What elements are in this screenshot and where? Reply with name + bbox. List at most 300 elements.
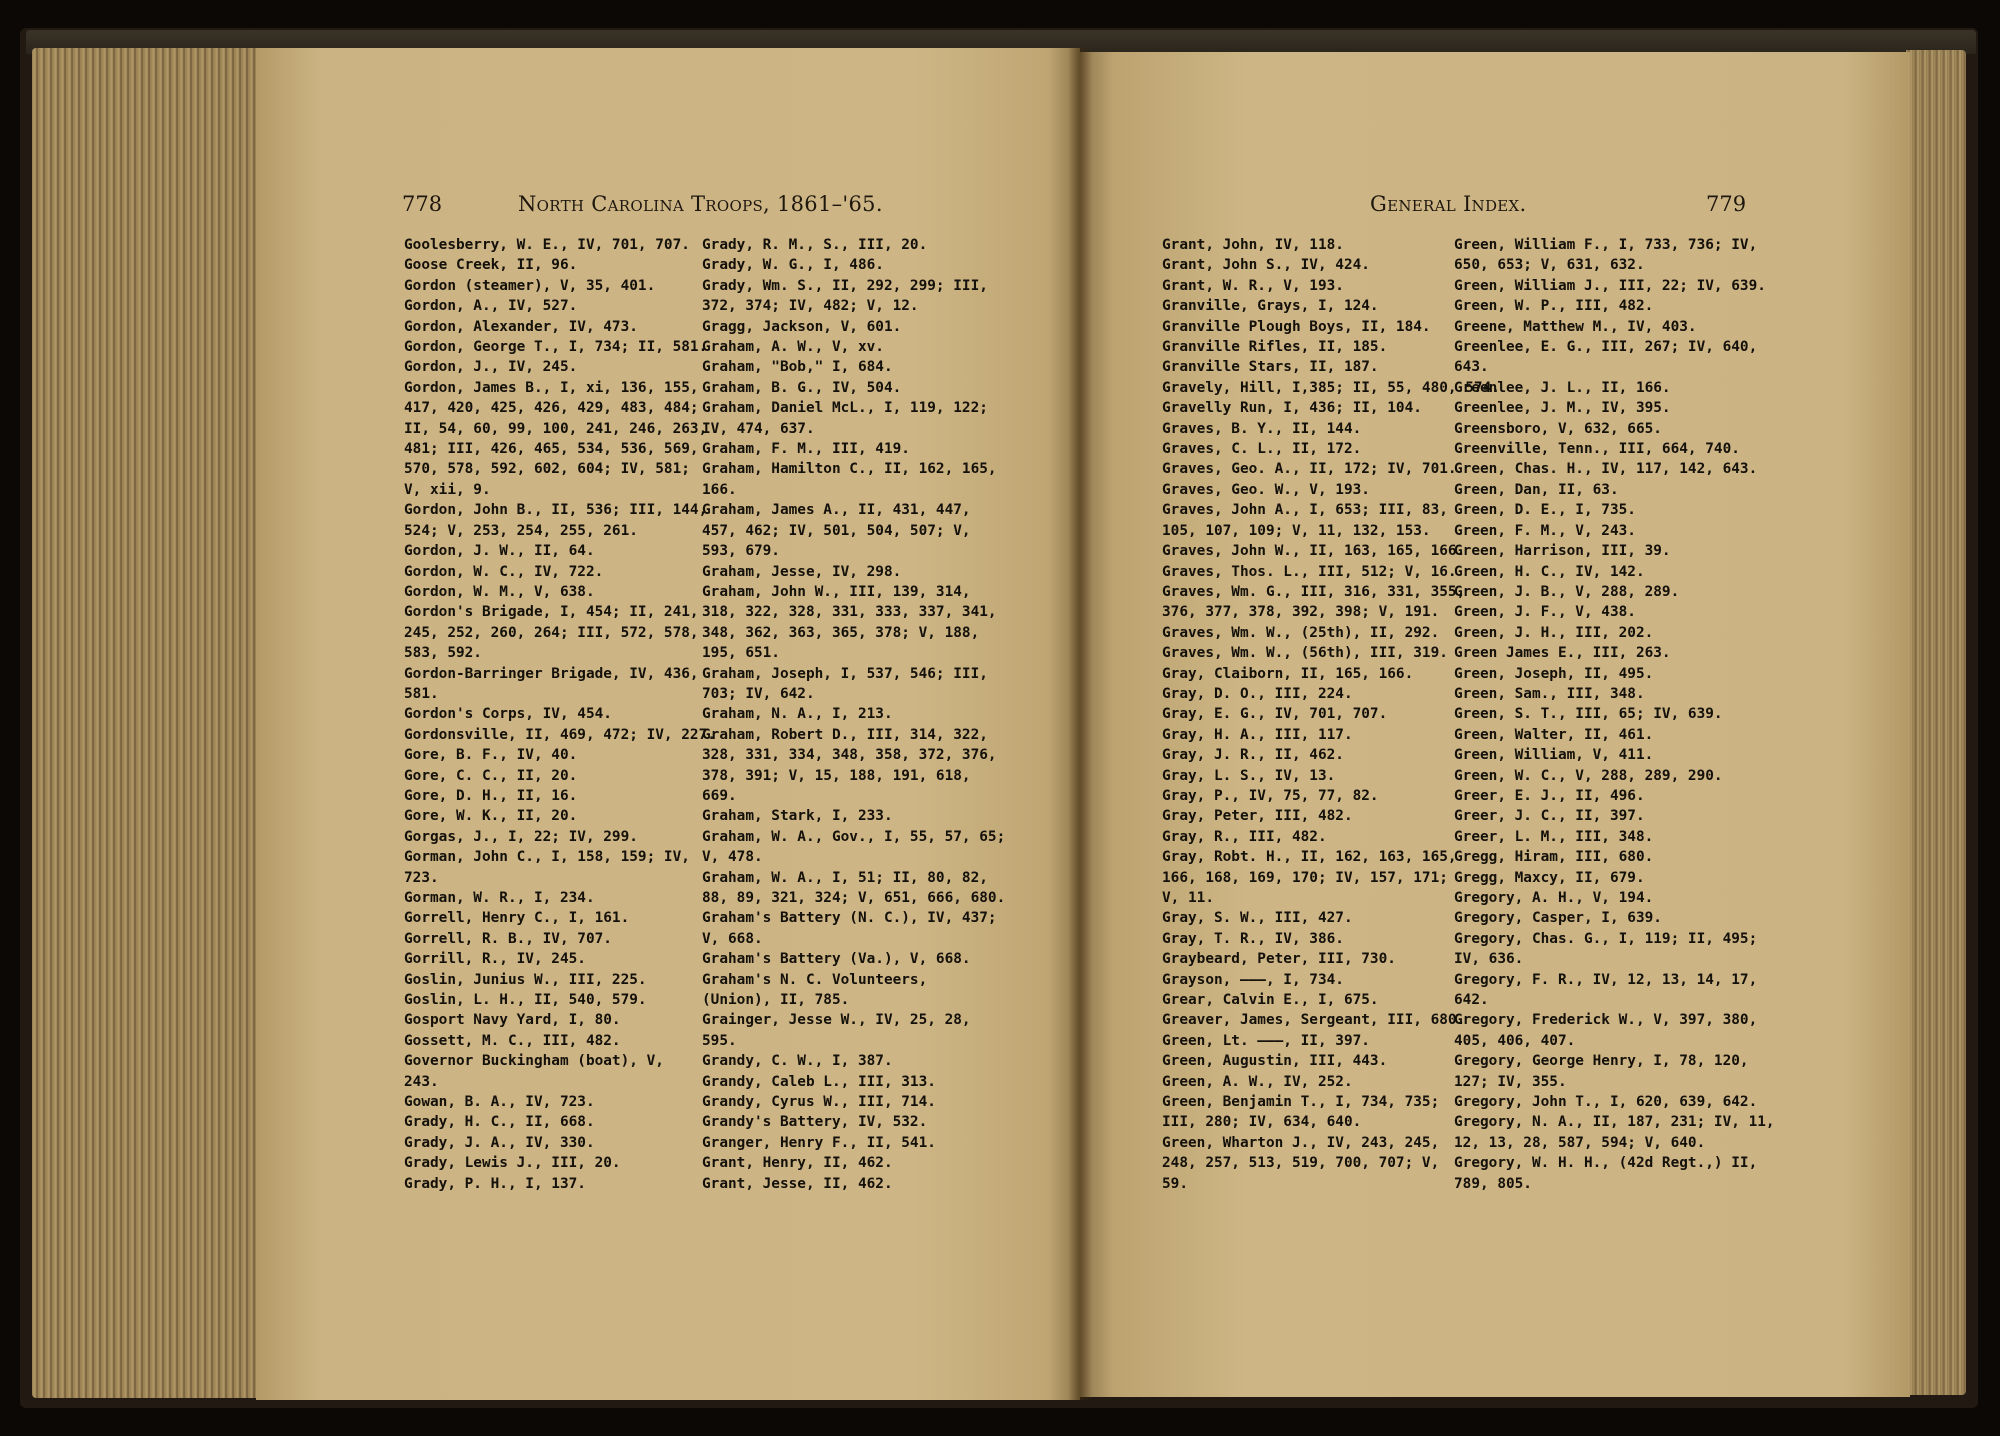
index-entry-continuation-line: 583, 592. bbox=[404, 645, 482, 662]
index-entry-heading-line: Graves, John A., I, 653; III, 83, bbox=[1162, 502, 1448, 519]
index-entry bbox=[1162, 296, 1460, 316]
index-entry bbox=[1162, 745, 1460, 765]
index-entry-heading-line: Gray, P., IV, 75, 77, 82. bbox=[1162, 787, 1379, 804]
index-entry bbox=[1162, 439, 1460, 459]
index-entry bbox=[404, 1051, 702, 1092]
index-entry-heading-line: Gordon, Alexander, IV, 473. bbox=[404, 318, 638, 335]
index-entry-heading-line: Green, Wharton J., IV, 243, 245, bbox=[1162, 1134, 1440, 1151]
index-entry bbox=[1162, 1133, 1460, 1194]
index-entry-heading-line: Graham's N. C. Volunteers, bbox=[702, 971, 928, 988]
index-entry bbox=[404, 990, 702, 1010]
index-entry-heading-line: Green, William F., I, 733, 736; IV, bbox=[1454, 237, 1758, 253]
index-entry-continuation-line: 348, 362, 363, 365, 378; V, 188, bbox=[702, 624, 980, 641]
index-entry-continuation-line: II, 54, 60, 99, 100, 241, 246, 263, bbox=[404, 420, 708, 437]
index-entry-heading-line: Gorrill, R., IV, 245. bbox=[404, 951, 586, 968]
index-entry-heading-line: Greenlee, E. G., III, 267; IV, 640, bbox=[1454, 339, 1758, 356]
index-entry-heading-line: Graham, W. A., I, 51; II, 80, 82, bbox=[702, 869, 988, 886]
index-entry-heading-line: Graham's Battery (N. C.), IV, 437; bbox=[702, 910, 997, 927]
index-entry-heading-line: Granville Stars, II, 187. bbox=[1162, 359, 1379, 376]
index-entry-heading-line: Green, W. C., V, 288, 289, 290. bbox=[1454, 767, 1723, 784]
index-entry-continuation-line: V, xii, 9. bbox=[404, 481, 491, 498]
index-entry bbox=[404, 888, 702, 908]
index-entry-heading-line: Goslin, L. H., II, 540, 579. bbox=[404, 992, 647, 1009]
index-entry-heading-line: Gordon, John B., II, 536; III, 144, bbox=[404, 502, 708, 519]
index-entry-heading-line: Green James E., III, 263. bbox=[1454, 645, 1671, 662]
index-entry bbox=[1162, 419, 1460, 439]
index-entry bbox=[702, 1092, 1000, 1112]
index-entry bbox=[1162, 562, 1460, 582]
index-entry bbox=[1162, 398, 1460, 418]
index-entry-heading-line: Gordon, George T., I, 734; II, 581. bbox=[404, 339, 708, 356]
index-entry bbox=[702, 908, 1000, 949]
index-entry-continuation-line: V, 11. bbox=[1162, 890, 1214, 906]
index-entry bbox=[1162, 500, 1460, 541]
index-entry-heading-line: Grady, W. G., I, 486. bbox=[702, 257, 884, 274]
index-entry-heading-line: Gordon, J., IV, 245. bbox=[404, 359, 578, 376]
index-entry-continuation-line: 372, 374; IV, 482; V, 12. bbox=[702, 298, 919, 315]
index-entry-heading-line: Gossett, M. C., III, 482. bbox=[404, 1032, 621, 1049]
index-entry-heading-line: Gore, D. H., II, 16. bbox=[404, 787, 578, 804]
index-entry-heading-line: Greenville, Tenn., III, 664, 740. bbox=[1454, 441, 1740, 458]
index-entry bbox=[1454, 970, 1758, 1011]
index-entry-heading-line: Gray, Robt. H., II, 162, 163, 165, bbox=[1162, 849, 1457, 866]
index-entry-heading-line: Grear, Calvin E., I, 675. bbox=[1162, 992, 1379, 1009]
index-entry bbox=[404, 786, 702, 806]
index-entry-heading-line: Granville, Grays, I, 124. bbox=[1162, 298, 1379, 315]
index-entry-heading-line: Graybeard, Peter, III, 730. bbox=[1162, 951, 1396, 968]
index-entry-heading-line: Graves, Wm. G., III, 316, 331, 355, bbox=[1162, 583, 1466, 600]
index-entry-heading-line: Greenlee, J. L., II, 166. bbox=[1454, 379, 1671, 396]
index-entry-continuation-line: 105, 107, 109; V, 11, 132, 153. bbox=[1162, 522, 1431, 539]
index-entry bbox=[1162, 541, 1466, 561]
index-entry bbox=[1454, 643, 1752, 663]
index-entry-continuation-line: 88, 89, 321, 324; V, 651, 666, 680. bbox=[702, 890, 1006, 906]
index-entry-continuation-line: (Union), II, 785. bbox=[702, 992, 850, 1009]
index-entry bbox=[1454, 908, 1752, 928]
index-entry-heading-line: Green, Augustin, III, 443. bbox=[1162, 1053, 1388, 1070]
index-entry-heading-line: Grady, P. H., I, 137. bbox=[404, 1175, 586, 1192]
index-entry-heading-line: Gragg, Jackson, V, 601. bbox=[702, 318, 902, 335]
index-entry bbox=[702, 439, 1000, 459]
index-entry-heading-line: Graham, Robert D., III, 314, 322, bbox=[702, 726, 988, 743]
index-entry-continuation-line: 166, 168, 169, 170; IV, 157, 171; bbox=[1162, 869, 1448, 886]
index-entry-continuation-line: 642. bbox=[1454, 992, 1489, 1009]
index-entry-heading-line: Gordon's Brigade, I, 454; II, 241, bbox=[404, 604, 699, 621]
index-entry bbox=[404, 235, 702, 255]
index-entry bbox=[404, 908, 702, 928]
index-entry-heading-line: Grainger, Jesse W., IV, 25, 28, bbox=[702, 1012, 971, 1029]
index-entry bbox=[702, 1010, 1000, 1051]
index-entry-heading-line: Greaver, James, Sergeant, III, 680. bbox=[1162, 1012, 1466, 1029]
index-entry-heading-line: Gordon, A., IV, 527. bbox=[404, 298, 578, 315]
index-entry bbox=[1454, 317, 1752, 337]
index-entry bbox=[702, 378, 1000, 398]
index-entry bbox=[1454, 378, 1752, 398]
index-entry bbox=[1454, 459, 1758, 479]
index-entry-heading-line: Graves, Wm. W., (25th), II, 292. bbox=[1162, 624, 1440, 641]
index-entry bbox=[1162, 582, 1466, 623]
left-page-number: 778 bbox=[402, 192, 443, 216]
index-entry-heading-line: Gravely, Hill, I,385; II, 55, 480, 574. bbox=[1162, 379, 1500, 396]
index-entry-heading-line: Gregory, Casper, I, 639. bbox=[1454, 910, 1662, 927]
index-entry-heading-line: Greer, E. J., II, 496. bbox=[1454, 787, 1645, 804]
index-entry-heading-line: Grayson, ———, I, 734. bbox=[1162, 971, 1344, 988]
index-entry bbox=[404, 1031, 702, 1051]
index-entry-heading-line: Gray, H. A., III, 117. bbox=[1162, 726, 1353, 743]
index-entry bbox=[404, 664, 702, 705]
index-entry-continuation-line: 127; IV, 355. bbox=[1454, 1073, 1567, 1090]
index-entry-continuation-line: 669. bbox=[702, 787, 737, 804]
index-entry-continuation-line: 405, 406, 407. bbox=[1454, 1032, 1576, 1049]
index-entry-heading-line: Gordon's Corps, IV, 454. bbox=[404, 706, 612, 723]
index-entry-heading-line: Green, A. W., IV, 252. bbox=[1162, 1073, 1353, 1090]
index-entry bbox=[1454, 704, 1752, 724]
index-entry bbox=[702, 459, 1000, 500]
index-entry-heading-line: Graham, Stark, I, 233. bbox=[702, 808, 893, 825]
index-entry bbox=[1454, 276, 1766, 296]
index-entry-continuation-line: 581. bbox=[404, 685, 439, 702]
index-entry-heading-line: Green, Harrison, III, 39. bbox=[1454, 543, 1671, 560]
index-entry bbox=[404, 317, 702, 337]
index-entry bbox=[1454, 541, 1752, 561]
index-entry bbox=[1162, 623, 1460, 643]
index-entry bbox=[1454, 235, 1758, 276]
index-entry bbox=[1454, 1112, 1775, 1153]
index-entry-heading-line: Granville Rifles, II, 185. bbox=[1162, 339, 1388, 356]
index-entry bbox=[702, 317, 1000, 337]
index-entry bbox=[1162, 806, 1460, 826]
index-entry-heading-line: Goslin, Junius W., III, 225. bbox=[404, 971, 647, 988]
index-entry bbox=[1454, 684, 1752, 704]
index-entry bbox=[404, 296, 702, 316]
index-entry bbox=[404, 806, 702, 826]
index-entry-heading-line: Graham, A. W., V, xv. bbox=[702, 339, 884, 356]
index-entry bbox=[1162, 643, 1460, 663]
index-entry bbox=[1454, 725, 1752, 745]
index-entry bbox=[1454, 582, 1752, 602]
index-entry-heading-line: Gordonsville, II, 469, 472; IV, 227. bbox=[404, 726, 716, 743]
index-entry-heading-line: Gorgas, J., I, 22; IV, 299. bbox=[404, 828, 638, 845]
index-entry-heading-line: Green, Lt. ———, II, 397. bbox=[1162, 1032, 1370, 1049]
index-entry-heading-line: Gravelly Run, I, 436; II, 104. bbox=[1162, 400, 1422, 417]
index-entry bbox=[1162, 725, 1460, 745]
index-entry-heading-line: Green, F. M., V, 243. bbox=[1454, 522, 1636, 539]
index-entry bbox=[1454, 1153, 1758, 1194]
index-entry bbox=[1454, 766, 1752, 786]
index-entry bbox=[1454, 296, 1752, 316]
index-entry bbox=[1454, 786, 1752, 806]
index-entry bbox=[1162, 1031, 1460, 1051]
index-entry-continuation-line: 481; III, 426, 465, 534, 536, 569, bbox=[404, 441, 699, 458]
index-entry bbox=[702, 1133, 1000, 1153]
index-entry-heading-line: Grady, Wm. S., II, 292, 299; III, bbox=[702, 277, 988, 294]
index-entry bbox=[1162, 664, 1460, 684]
index-entry bbox=[1162, 929, 1460, 949]
index-entry-heading-line: Gordon, James B., I, xi, 136, 155, bbox=[404, 379, 699, 396]
index-entry bbox=[1454, 623, 1752, 643]
index-entry-heading-line: Graves, Thos. L., III, 512; V, 16. bbox=[1162, 563, 1457, 580]
index-entry bbox=[1454, 521, 1752, 541]
index-entry bbox=[404, 1010, 702, 1030]
index-entry bbox=[702, 1174, 1000, 1194]
index-entry bbox=[404, 766, 702, 786]
index-entry-continuation-line: 789, 805. bbox=[1454, 1175, 1532, 1192]
index-entry bbox=[1162, 1092, 1460, 1133]
index-entry-continuation-line: 243. bbox=[404, 1073, 439, 1090]
index-entry-heading-line: Gore, C. C., II, 20. bbox=[404, 767, 578, 784]
index-entry-continuation-line: 59. bbox=[1162, 1175, 1188, 1192]
index-entry-heading-line: Gore, W. K., II, 20. bbox=[404, 808, 578, 825]
index-entry bbox=[1454, 806, 1752, 826]
index-entry bbox=[702, 704, 1000, 724]
index-entry bbox=[1162, 378, 1500, 398]
index-entry bbox=[404, 745, 702, 765]
index-entry-heading-line: Grant, John, IV, 118. bbox=[1162, 237, 1344, 253]
index-entry-heading-line: Greene, Matthew M., IV, 403. bbox=[1454, 318, 1697, 335]
index-entry-heading-line: Gregory, F. R., IV, 12, 13, 14, 17, bbox=[1454, 971, 1758, 988]
index-entry bbox=[1162, 786, 1460, 806]
index-entry-heading-line: Graham, B. G., IV, 504. bbox=[702, 379, 902, 396]
index-entry-heading-line: Graham, John W., III, 139, 314, bbox=[702, 583, 971, 600]
index-entry bbox=[1454, 480, 1752, 500]
index-entry bbox=[404, 929, 702, 949]
index-entry bbox=[702, 868, 1006, 909]
index-entry bbox=[1454, 500, 1752, 520]
index-entry-heading-line: Gray, J. R., II, 462. bbox=[1162, 747, 1344, 764]
index-entry-heading-line: Gregory, W. H. H., (42d Regt.,) II, bbox=[1454, 1155, 1758, 1172]
index-entry bbox=[1162, 357, 1460, 377]
index-entry bbox=[702, 235, 1000, 255]
index-entry-heading-line: Gore, B. F., IV, 40. bbox=[404, 747, 578, 764]
index-entry-heading-line: Goolesberry, W. E., IV, 701, 707. bbox=[404, 237, 690, 253]
index-entry-heading-line: Graves, John W., II, 163, 165, 166. bbox=[1162, 543, 1466, 560]
index-entry-heading-line: Grandy, Caleb L., III, 313. bbox=[702, 1073, 936, 1090]
index-entry-heading-line: Green, J. H., III, 202. bbox=[1454, 624, 1654, 641]
index-entry bbox=[702, 725, 1000, 807]
index-entry-heading-line: Gorrell, Henry C., I, 161. bbox=[404, 910, 630, 927]
index-entry-heading-line: Gregory, A. H., V, 194. bbox=[1454, 890, 1654, 906]
right-running-title: General Index. bbox=[1370, 192, 1527, 216]
index-entry-heading-line: Graham, "Bob," I, 684. bbox=[702, 359, 893, 376]
index-entry-heading-line: Greenlee, J. M., IV, 395. bbox=[1454, 400, 1671, 417]
index-entry-continuation-line: 650, 653; V, 631, 632. bbox=[1454, 257, 1645, 274]
index-entry-heading-line: Granger, Henry F., II, 541. bbox=[702, 1134, 936, 1151]
index-entry-heading-line: Gray, D. O., III, 224. bbox=[1162, 685, 1353, 702]
index-entry-continuation-line: 417, 420, 425, 426, 429, 483, 484; bbox=[404, 400, 699, 417]
index-entry-heading-line: Grandy's Battery, IV, 532. bbox=[702, 1114, 928, 1131]
index-entry-heading-line: Green, Dan, II, 63. bbox=[1454, 481, 1619, 498]
index-entry bbox=[702, 949, 1000, 969]
index-entry-heading-line: Graham, N. A., I, 213. bbox=[702, 706, 893, 723]
book-gutter bbox=[1068, 48, 1092, 1400]
index-entry-heading-line: Gordon-Barringer Brigade, IV, 436, bbox=[404, 665, 699, 682]
index-entry-continuation-line: V, 668. bbox=[702, 930, 763, 947]
index-entry bbox=[404, 582, 702, 602]
index-entry-continuation-line: 328, 331, 334, 348, 358, 372, 376, bbox=[702, 747, 997, 764]
index-entry bbox=[1162, 1051, 1460, 1071]
index-entry-continuation-line: 318, 322, 328, 331, 333, 337, 341, bbox=[702, 604, 997, 621]
index-entry-heading-line: Gray, Peter, III, 482. bbox=[1162, 808, 1353, 825]
index-entry bbox=[404, 357, 702, 377]
index-entry-continuation-line: 703; IV, 642. bbox=[702, 685, 815, 702]
index-entry-continuation-line: III, 280; IV, 634, 640. bbox=[1162, 1114, 1362, 1131]
left-running-title: North Carolina Troops, 1861–'65. bbox=[518, 192, 883, 216]
index-entry-heading-line: Grant, W. R., V, 193. bbox=[1162, 277, 1344, 294]
index-entry bbox=[702, 500, 1000, 561]
index-entry-heading-line: Graham, Hamilton C., II, 162, 165, bbox=[702, 461, 997, 478]
index-entry-heading-line: Gordon, W. M., V, 638. bbox=[404, 583, 595, 600]
index-entry-heading-line: Graham's Battery (Va.), V, 668. bbox=[702, 951, 971, 968]
index-entry bbox=[404, 1133, 702, 1153]
index-entry bbox=[404, 1153, 702, 1173]
index-entry bbox=[1454, 745, 1752, 765]
index-entry-heading-line: Graham, Jesse, IV, 298. bbox=[702, 563, 902, 580]
left-page-edges bbox=[32, 48, 260, 1398]
index-entry-heading-line: Gregory, George Henry, I, 78, 120, bbox=[1454, 1053, 1749, 1070]
index-entry-heading-line: Gorman, John C., I, 158, 159; IV, bbox=[404, 849, 690, 866]
index-entry bbox=[1162, 1010, 1466, 1030]
index-entry bbox=[1454, 827, 1752, 847]
index-entry bbox=[702, 357, 1000, 377]
index-entry bbox=[1162, 766, 1460, 786]
index-entry bbox=[1162, 684, 1460, 704]
index-entry-heading-line: Green, William J., III, 22; IV, 639. bbox=[1454, 277, 1766, 294]
index-entry bbox=[1162, 704, 1460, 724]
index-entry-heading-line: Green, H. C., IV, 142. bbox=[1454, 563, 1645, 580]
index-entry-heading-line: Gregg, Maxcy, II, 679. bbox=[1454, 869, 1645, 886]
index-entry bbox=[1162, 949, 1460, 969]
index-entry-heading-line: Graham, Joseph, I, 537, 546; III, bbox=[702, 665, 988, 682]
index-entry bbox=[1162, 1072, 1460, 1092]
index-entry bbox=[702, 1112, 1000, 1132]
index-entry-heading-line: Green, J. F., V, 438. bbox=[1454, 604, 1636, 621]
index-entry-heading-line: Gray, Claiborn, II, 165, 166. bbox=[1162, 665, 1414, 682]
index-entry-continuation-line: 570, 578, 592, 602, 604; IV, 581; bbox=[404, 461, 690, 478]
index-entry bbox=[1454, 1092, 1758, 1112]
index-entry-heading-line: Gregory, John T., I, 620, 639, 642. bbox=[1454, 1094, 1758, 1111]
index-entry bbox=[1454, 1051, 1752, 1092]
index-entry-heading-line: Green, Sam., III, 348. bbox=[1454, 685, 1645, 702]
index-entry-continuation-line: 245, 252, 260, 264; III, 572, 578, bbox=[404, 624, 699, 641]
index-entry bbox=[1454, 888, 1752, 908]
index-entry-continuation-line: 195, 651. bbox=[702, 645, 780, 662]
index-entry-heading-line: Gregg, Hiram, III, 680. bbox=[1454, 849, 1654, 866]
index-entry bbox=[404, 725, 716, 745]
index-entry-continuation-line: V, 478. bbox=[702, 849, 763, 866]
index-entry bbox=[404, 827, 702, 847]
index-entry-heading-line: Green, Joseph, II, 495. bbox=[1454, 665, 1654, 682]
index-entry bbox=[1162, 337, 1460, 357]
index-column-1 bbox=[404, 235, 716, 1194]
index-entry-continuation-line: 457, 462; IV, 501, 504, 507; V, bbox=[702, 522, 971, 539]
index-entry bbox=[404, 255, 702, 275]
index-entry bbox=[1162, 459, 1460, 479]
index-entry bbox=[1162, 827, 1460, 847]
index-entry-continuation-line: 643. bbox=[1454, 359, 1489, 376]
index-entry-heading-line: Greensboro, V, 632, 665. bbox=[1454, 420, 1662, 437]
index-entry-heading-line: Graves, C. L., II, 172. bbox=[1162, 441, 1362, 458]
index-entry-heading-line: Green, W. P., III, 482. bbox=[1454, 298, 1654, 315]
index-entry bbox=[404, 970, 702, 990]
index-entry-heading-line: Gosport Navy Yard, I, 80. bbox=[404, 1012, 621, 1029]
index-entry bbox=[702, 562, 1000, 582]
index-entry bbox=[404, 378, 708, 500]
index-entry-heading-line: Graves, Wm. W., (56th), III, 319. bbox=[1162, 645, 1448, 662]
index-entry bbox=[404, 337, 708, 357]
index-entry-heading-line: Grady, R. M., S., III, 20. bbox=[702, 237, 928, 253]
index-entry bbox=[1162, 847, 1460, 908]
index-entry-heading-line: Gregory, Frederick W., V, 397, 380, bbox=[1454, 1012, 1758, 1029]
index-entry-heading-line: Gregory, Chas. G., I, 119; II, 495; bbox=[1454, 930, 1758, 947]
index-entry bbox=[1162, 317, 1460, 337]
index-entry-heading-line: Green, D. E., I, 735. bbox=[1454, 502, 1636, 519]
index-entry-heading-line: Graves, B. Y., II, 144. bbox=[1162, 420, 1362, 437]
index-entry-continuation-line: 723. bbox=[404, 869, 439, 886]
index-entry-heading-line: Green, Chas. H., IV, 117, 142, 643. bbox=[1454, 461, 1758, 478]
index-entry-heading-line: Gorman, W. R., I, 234. bbox=[404, 890, 595, 906]
index-entry bbox=[1162, 970, 1460, 990]
index-entry bbox=[1454, 337, 1758, 378]
index-entry-heading-line: Governor Buckingham (boat), V, bbox=[404, 1053, 664, 1070]
index-entry bbox=[404, 949, 702, 969]
index-entry-heading-line: Graham, Daniel McL., I, 119, 122; bbox=[702, 400, 988, 417]
index-entry bbox=[702, 664, 1000, 705]
index-entry bbox=[404, 541, 702, 561]
index-entry-heading-line: Gray, L. S., IV, 13. bbox=[1162, 767, 1336, 784]
index-entry-heading-line: Gray, R., III, 482. bbox=[1162, 828, 1327, 845]
index-entry-heading-line: Graham, W. A., Gov., I, 55, 57, 65; bbox=[702, 828, 1006, 845]
index-entry bbox=[1454, 419, 1752, 439]
index-entry-heading-line: Grant, Jesse, II, 462. bbox=[702, 1175, 893, 1192]
index-entry-continuation-line: IV, 474, 637. bbox=[702, 420, 815, 437]
index-entry-continuation-line: 166. bbox=[702, 481, 737, 498]
index-entry-heading-line: Grandy, C. W., I, 387. bbox=[702, 1053, 893, 1070]
index-entry bbox=[1454, 1010, 1758, 1051]
index-entry-heading-line: Green, Walter, II, 461. bbox=[1454, 726, 1654, 743]
index-entry bbox=[702, 582, 1000, 664]
index-entry bbox=[1454, 664, 1752, 684]
index-entry-continuation-line: 12, 13, 28, 587, 594; V, 640. bbox=[1454, 1134, 1706, 1151]
index-entry bbox=[404, 1112, 702, 1132]
index-entry bbox=[404, 1092, 702, 1112]
index-entry bbox=[702, 255, 1000, 275]
index-entry-heading-line: Gregory, N. A., II, 187, 231; IV, 11, bbox=[1454, 1114, 1775, 1131]
index-entry bbox=[702, 1051, 1000, 1071]
index-entry-heading-line: Graves, Geo. A., II, 172; IV, 701. bbox=[1162, 461, 1457, 478]
index-entry bbox=[702, 970, 1000, 1011]
index-entry bbox=[1454, 439, 1752, 459]
index-entry-heading-line: Green, Benjamin T., I, 734, 735; bbox=[1162, 1094, 1440, 1111]
index-entry-heading-line: Grady, J. A., IV, 330. bbox=[404, 1134, 595, 1151]
index-entry-heading-line: Goose Creek, II, 96. bbox=[404, 257, 578, 274]
index-entry bbox=[702, 398, 1000, 439]
index-entry bbox=[404, 704, 702, 724]
index-entry bbox=[404, 1174, 702, 1194]
index-entry-heading-line: Graham, James A., II, 431, 447, bbox=[702, 502, 971, 519]
index-entry-heading-line: Gray, T. R., IV, 386. bbox=[1162, 930, 1344, 947]
index-entry bbox=[404, 602, 702, 663]
right-page-number: 779 bbox=[1706, 192, 1747, 216]
index-entry-continuation-line: 378, 391; V, 15, 188, 191, 618, bbox=[702, 767, 971, 784]
index-entry-heading-line: Greer, L. M., III, 348. bbox=[1454, 828, 1654, 845]
index-entry bbox=[1454, 847, 1752, 867]
index-entry bbox=[1162, 908, 1460, 928]
index-entry-heading-line: Grady, H. C., II, 668. bbox=[404, 1114, 595, 1131]
index-entry-heading-line: Green, J. B., V, 288, 289. bbox=[1454, 583, 1680, 600]
index-entry-heading-line: Gorrell, R. B., IV, 707. bbox=[404, 930, 612, 947]
index-entry bbox=[702, 1153, 1000, 1173]
index-entry-continuation-line: 593, 679. bbox=[702, 543, 780, 560]
